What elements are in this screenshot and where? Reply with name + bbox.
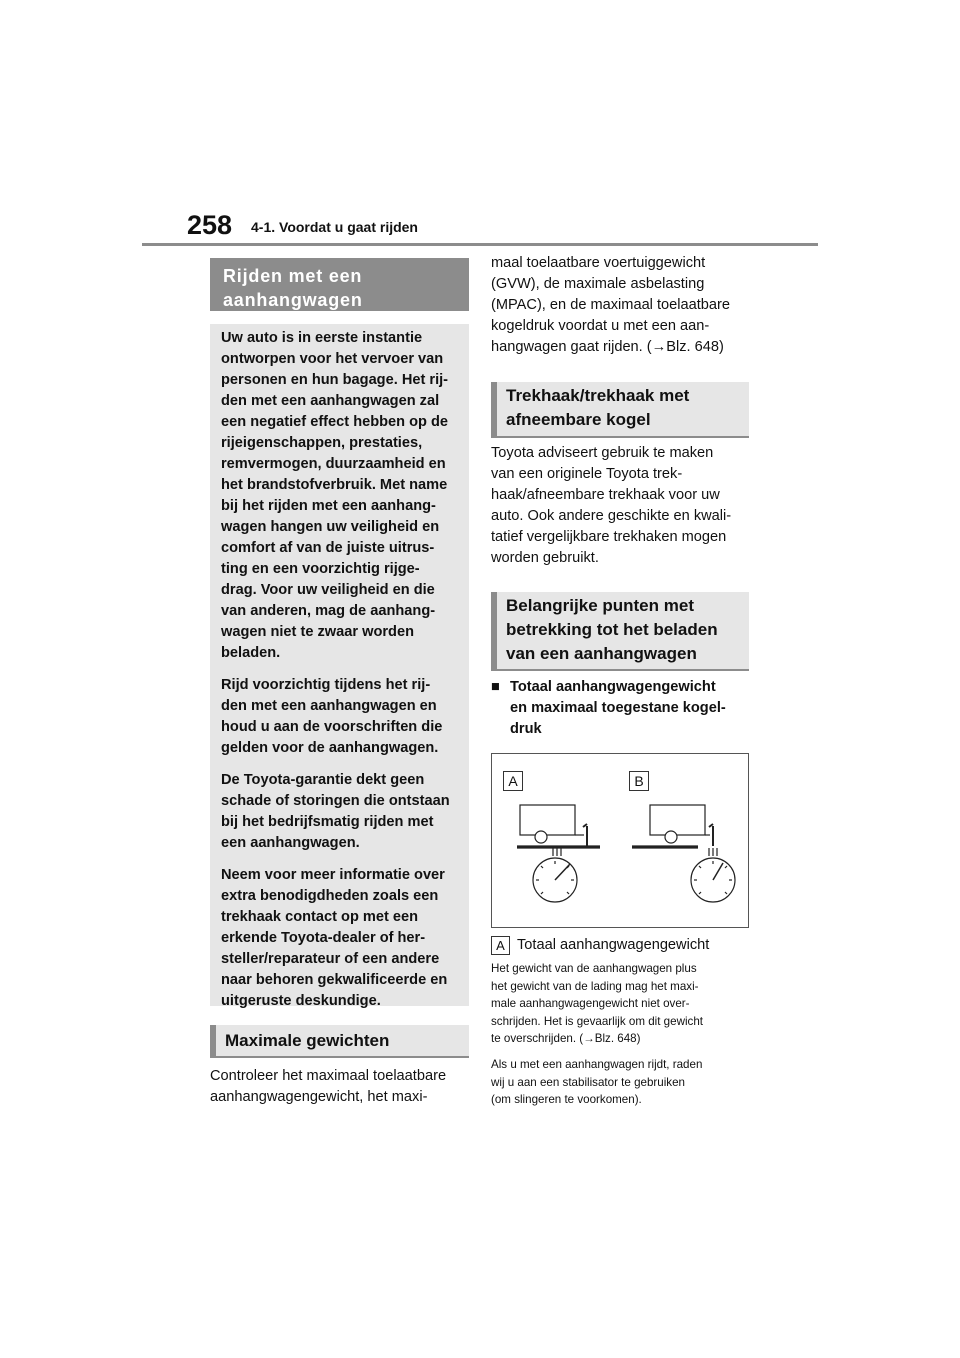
max-weights-text: Controleer het maximaal toelaatbare aanhangwagengewicht, het maxi- <box>210 1068 447 1105</box>
caption-text: Totaal aanhangwagengewicht <box>517 937 710 953</box>
header-divider <box>142 243 818 246</box>
heading-max-weights: Maximale gewichten <box>210 1025 469 1058</box>
trailer-b-illustration <box>632 805 735 902</box>
heading-loading-points: Belangrijke punten met betrekking tot het beladen van een aanhangwagen <box>491 592 749 671</box>
section-title: 4-1. Voordat u gaat rijden <box>251 219 418 235</box>
trailer-a-illustration <box>517 805 600 902</box>
intro-box <box>210 324 469 1009</box>
trailer-weight-figure <box>491 753 749 928</box>
heading-towbar: Trekhaak/trekhaak met afneembare kogel <box>491 382 749 438</box>
towbar-text: Toyota adviseert gebruik te maken van een originele Toyota trek- haak/afneembare trekhaak voor uw auto. Ook andere geschikte en kwali- tatief vergelijkbare trekhaken mogen worden gebruikt. <box>491 445 732 566</box>
page-number: 258 <box>187 210 233 240</box>
heading-towing <box>210 258 469 311</box>
figure-label-b: B <box>629 771 649 791</box>
intro-paragraph-1: Uw auto is in eerste instantie ontworpen voor het vervoer van personen en hun bagage. Het rij- den met een aanhangwagen zal een negatief effect hebben op de rijeigenschappen, prestaties, remvermogen, duurzaamheid en het brandstofverbruik. Met name bij het rijden met een aanhang- wagen hangen uw veiligheid en comfort af van de juiste uitrus- ting en een voorzichtig rijge- drag. Voor uw veiligheid en die van anderen, mag de aanhang- wagen niet te zwaar worden beladen. <box>221 330 449 661</box>
intro-paragraph-2: Rijd voorzichtig tijdens het rij- den met een aanhangwagen en houd u aan de voorschriften die gelden voor de aanhangwagen. <box>221 677 443 756</box>
trailer-scale-illustration <box>492 754 748 927</box>
note-weight-warning: Het gewicht van de aanhangwagen plus het gewicht van de lading mag het maxi- male aanhangwagengewicht niet over- schrijden. Het is gevaarlijk om dit gewicht te overschrijden. (→Blz. 648) <box>491 962 703 1046</box>
max-weights-text-continued: maal toelaatbare voertuiggewicht (GVW), de maximale asbelasting (MPAC), en de maximaal toelaatbare kogeldruk voordat u met een aan- hangwagen gaat rijden. (→Blz. 648) <box>491 255 731 355</box>
caption-label-a: A <box>491 936 510 955</box>
note-stabilizer: Als u met een aanhangwagen rijdt, raden wij u aan een stabilisator te gebruiken (om slingeren te voorkomen). <box>491 1058 703 1107</box>
figure-label-a: A <box>503 771 523 791</box>
heading-towing-line-2: aanhangwagen <box>223 290 363 310</box>
heading-towing-line-1: Rijden met een <box>223 266 363 286</box>
intro-paragraph-3: De Toyota-garantie dekt geen schade of storingen die ontstaan bij het bedrijfsmatig rijden met een aanhangwagen. <box>221 772 450 851</box>
intro-paragraph-4: Neem voor meer informatie over extra benodigdheden zoals een trekhaak contact op met een erkende Toyota-dealer of her- steller/reparateur of een andere naar behoren gekwalificeerde en uitgeruste deskundige. <box>221 867 448 1009</box>
bullet-total-weight-text: Totaal aanhangwagengewicht en maximaal toegestane kogel- druk <box>510 679 726 737</box>
bullet-square-icon: ■ <box>491 679 500 695</box>
